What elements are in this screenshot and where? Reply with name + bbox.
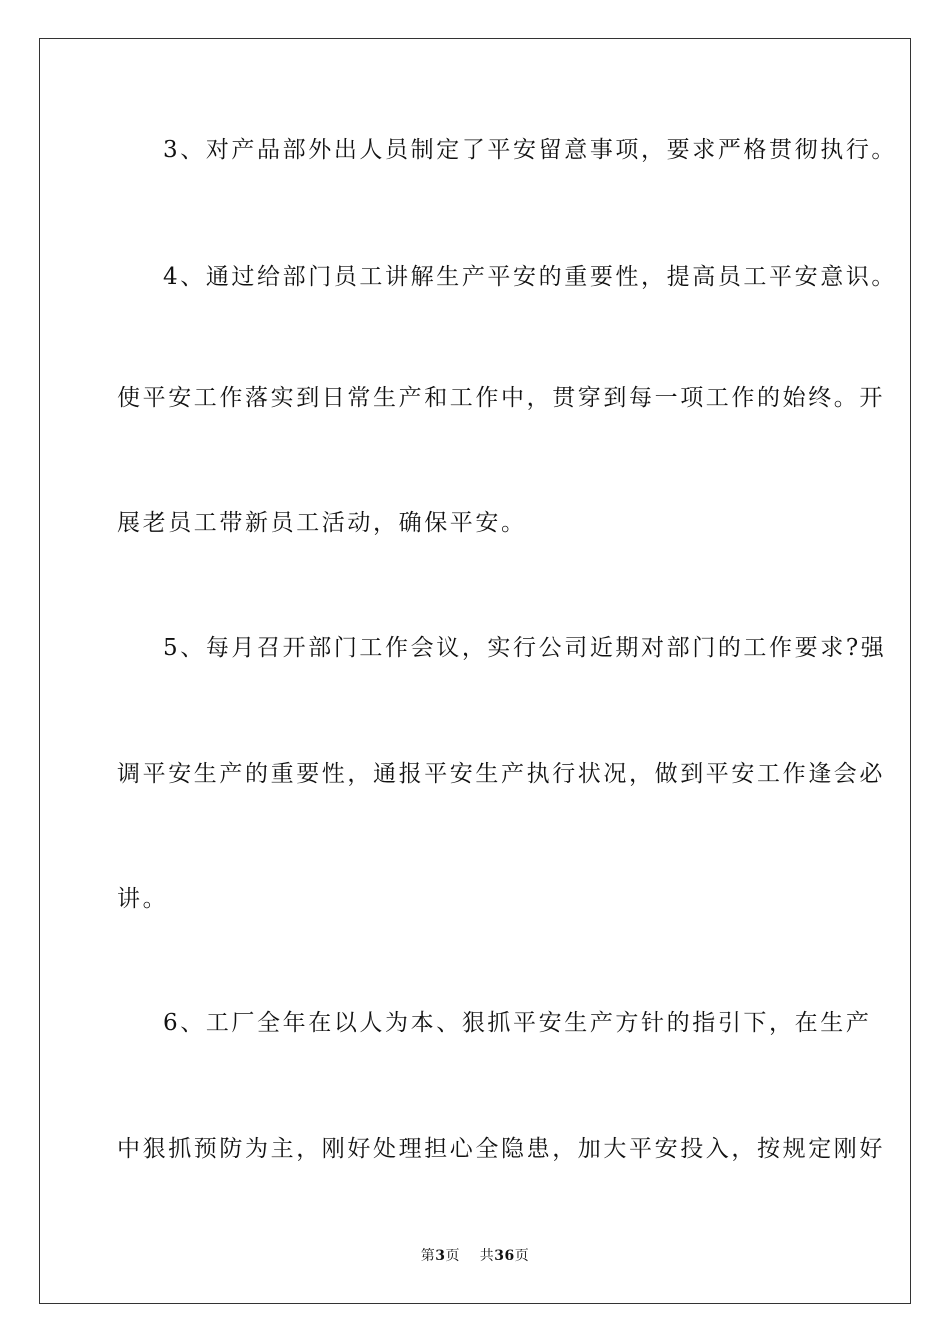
- paragraph-4-line-1: 4、通过给部门员工讲解生产平安的重要性，提高员工平安意识。: [163, 264, 898, 290]
- page-frame: [39, 38, 911, 1304]
- total-prefix: 共: [479, 1248, 495, 1264]
- page-prefix: 第: [420, 1248, 436, 1264]
- paragraph-5-line-1: 5、每月召开部门工作会议，实行公司近期对部门的工作要求?强: [163, 635, 887, 661]
- paragraph-4-line-2: 使平安工作落实到日常生产和工作中，贯穿到每一项工作的始终。开: [117, 385, 885, 411]
- page-suffix: 页: [445, 1248, 460, 1264]
- total-suffix: 页: [514, 1248, 530, 1264]
- paragraph-3-line-1: 3、对产品部外出人员制定了平安留意事项，要求严格贯彻执行。: [163, 137, 898, 163]
- paragraph-6-line-1: 6、工厂全年在以人为本、狠抓平安生产方针的指引下，在生产: [163, 1010, 872, 1036]
- total-pages: 36: [494, 1248, 515, 1264]
- paragraph-5-line-2: 调平安生产的重要性，通报平安生产执行状况，做到平安工作逢会必: [117, 761, 885, 787]
- page-number: 3: [435, 1248, 446, 1264]
- paragraph-6-line-2: 中狠抓预防为主，刚好处理担心全隐患，加大平安投入，按规定刚好: [117, 1136, 885, 1162]
- page-footer: [0, 1246, 950, 1266]
- paragraph-4-line-3: 展老员工带新员工活动，确保平安。: [117, 510, 527, 536]
- paragraph-5-line-3: 讲。: [117, 886, 169, 912]
